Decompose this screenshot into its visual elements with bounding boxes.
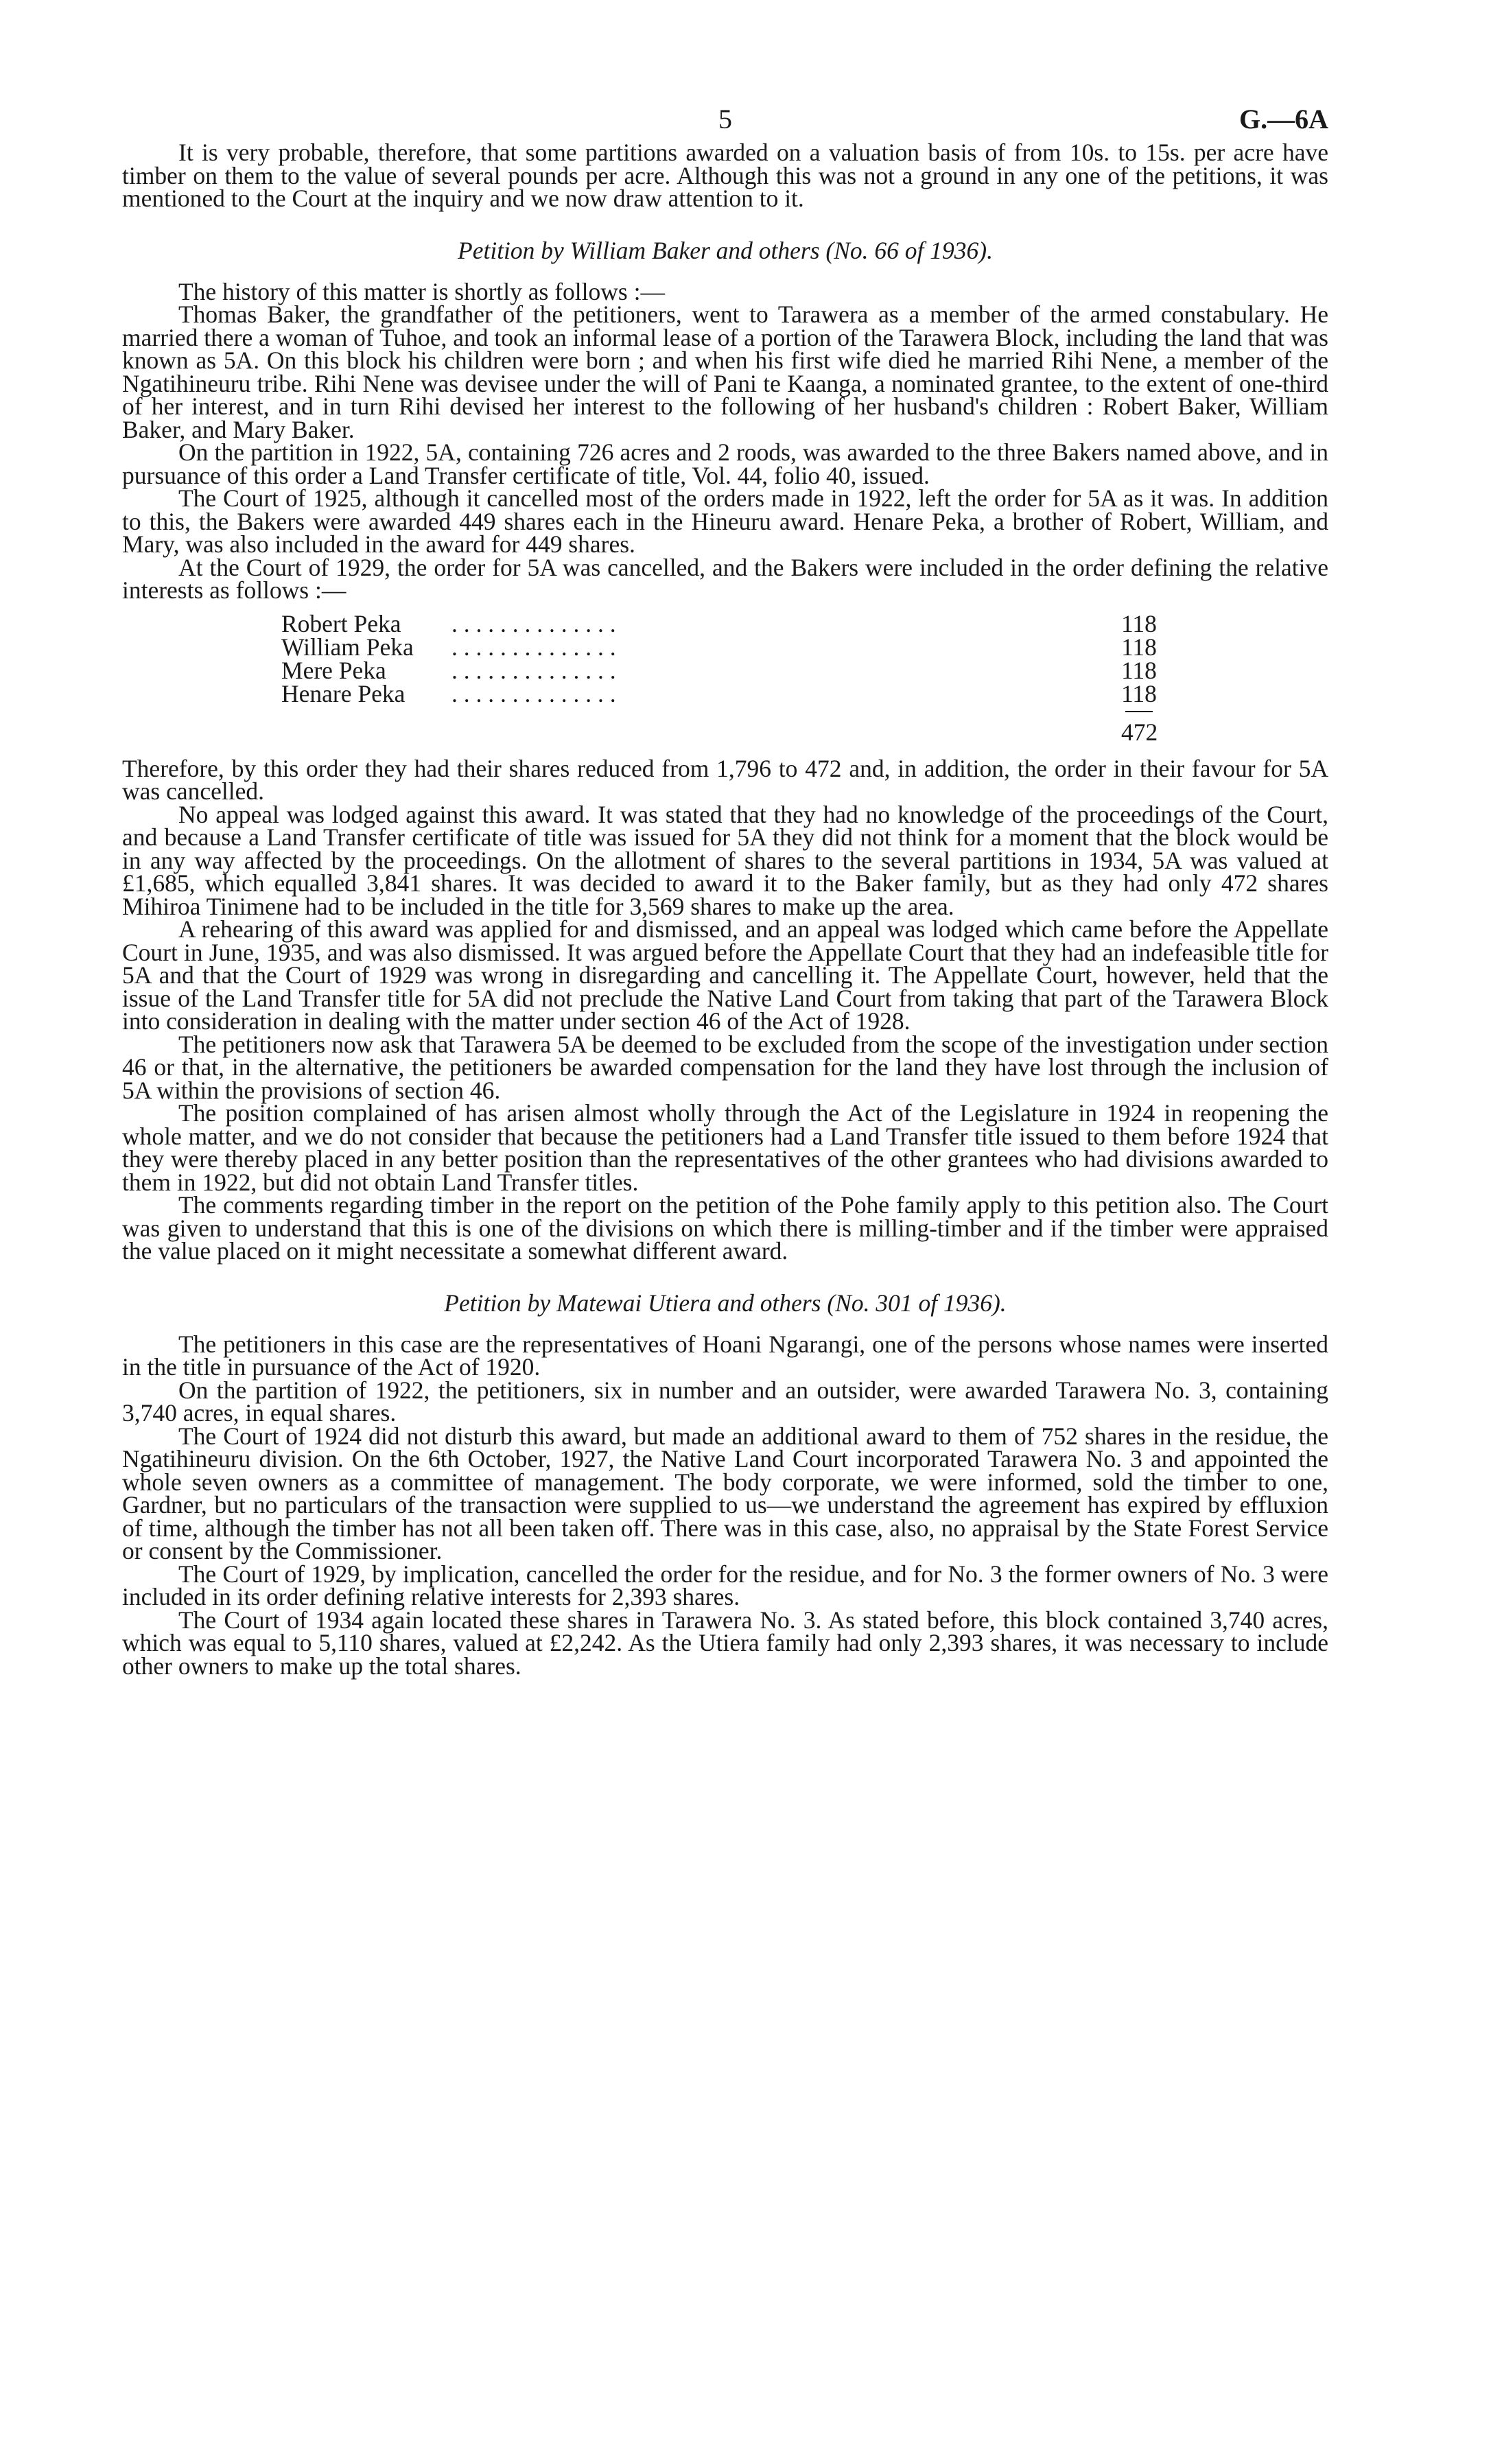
- paragraph: On the partition in 1922, 5A, containing 726 acres and 2 roods, was awarded to the three Bakers named above, and in pursuance of this order a Land Transfer certificate of title, Vol. 44, folio 40, issued.: [122, 438, 1328, 489]
- table-total-row: [122, 719, 1328, 745]
- owner-name: Henare Peka: [281, 679, 406, 707]
- dot-leader: . . . . . . . . . . . . . .: [451, 609, 616, 637]
- section-heading-baker: Petition by William Baker and others (No. 66 of 1936).: [458, 236, 993, 264]
- paragraph: A rehearing of this award was applied for and dismissed, and an appeal was lodged which came before the Appellate Court in June, 1935, and was also dismissed. It was argued before the Appellate Court that they had an indefeasible title for 5A and that the Court of 1929 was wrong in disregarding and cancelling it. The Appellate Court, however, held that the issue of the Land Transfer title for 5A did not preclude the Native Land Court from taking that part of the Tarawera Block into consideration in dealing with the matter under section 46 of the Act of 1928.: [122, 915, 1328, 1035]
- owner-name: Robert Peka: [281, 609, 401, 637]
- paragraph: Therefore, by this order they had their shares reduced from 1,796 to 472 and, in addition, the order in their favour for 5A was cancelled.: [122, 754, 1328, 805]
- table-row: [122, 656, 1328, 684]
- page-header: [122, 103, 1328, 141]
- paragraph: The Court of 1925, although it cancelled most of the orders made in 1922, left the order for 5A as it was. In addition to this, the Bakers were awarded 449 shares each in the Hineuru award. Henare Peka, a brother of Robert, William, and Mary, was also included in the award for 449 shares.: [122, 484, 1328, 558]
- paragraph: At the Court of 1929, the order for 5A was cancelled, and the Bakers were included in the order defining the relative interests as follows :—: [122, 553, 1328, 604]
- table-row: [122, 679, 1328, 707]
- dot-leader: . . . . . . . . . . . . . .: [451, 633, 616, 661]
- section-heading-utiera: Petition by Matewai Utiera and others (No. 301 of 1936).: [444, 1289, 1007, 1317]
- table-row: [122, 609, 1328, 637]
- paragraph: The petitioners in this case are the representatives of Hoani Ngarangi, one of the persons whose names were inserted in the title in pursuance of the Act of 1920.: [122, 1330, 1328, 1381]
- share-value: 118: [1121, 656, 1157, 684]
- paragraph: The Court of 1934 again located these shares in Tarawera No. 3. As stated before, this block contained 3,740 acres, which was equal to 5,110 shares, valued at £2,242. As the Utiera family had only 2,393 shares, it was necessary to include other owners to make up the total shares.: [122, 1606, 1328, 1680]
- dot-leader: . . . . . . . . . . . . . .: [451, 679, 616, 707]
- sum-rule: [122, 705, 1328, 719]
- intro-paragraph: It is very probable, therefore, that some partitions awarded on a valuation basis of from 10s. to 15s. per acre have timber on them to the value of several pounds per acre. Although this was not a ground in any one of the petitions, it was mentioned to the Court at the inquiry and we now draw attention to it.: [122, 139, 1328, 212]
- owner-name: William Peka: [281, 633, 414, 661]
- share-value: 118: [1121, 633, 1157, 661]
- paragraph: The history of this matter is shortly as follows :—: [178, 277, 665, 305]
- paragraph: The petitioners now ask that Tarawera 5A be deemed to be excluded from the scope of the investigation under section 46 or that, in the alternative, the petitioners be awarded compensation for the land they have lost through the inclusion of 5A within the provisions of section 46.: [122, 1030, 1328, 1104]
- owner-name: Mere Peka: [281, 656, 386, 684]
- dot-leader: . . . . . . . . . . . . . .: [451, 656, 616, 684]
- paragraph: No appeal was lodged against this award. It was stated that they had no knowledge of the proceedings of the Court, and because a Land Transfer certificate of title was issued for 5A they did not think for a moment that the block would be in any way affected by the proceedings. On the allotment of shares to the several partitions in 1934, 5A was valued at £1,685, which equalled 3,841 shares. It was decided to award it to the Baker family, but as they had only 472 shares Mihiroa Tinimene had to be included in the title for 3,569 shares to make up the area.: [122, 800, 1328, 920]
- sum-rule-line: [1125, 711, 1153, 712]
- paragraph: The Court of 1924 did not disturb this award, but made an additional award to them of 752 shares in the residue, the Ngatihineuru division. On the 6th October, 1927, the Native Land Court incorporated Tarawera No. 3 and appointed the whole seven owners as a committee of management. The body corporate, we were informed, sold the timber to one, Gardner, but no particulars of the transaction were supplied to us—we understand the agreement has expired by effluxion of time, although the timber has not all been taken off. There was in this case, also, no appraisal by the State Forest Service or consent by the Commissioner.: [122, 1422, 1328, 1564]
- share-value: 118: [1121, 609, 1157, 637]
- paragraph: The Court of 1929, by implication, cancelled the order for the residue, and for No. 3 the former owners of No. 3 were included in its order defining relative interests for 2,393 shares.: [122, 1560, 1328, 1610]
- share-value: 118: [1121, 679, 1157, 707]
- table-row: [122, 635, 1328, 659]
- paragraph: Thomas Baker, the grandfather of the petitioners, went to Tarawera as a member of the armed constabulary. He married there a woman of Tuhoe, and took an informal lease of a portion of the Tarawera Block, including the land that was known as 5A. On this block his children were born ; and when his first wife died he married Rihi Nene, a member of the Ngatihineuru tribe. Rihi Nene was devisee under the will of Pani te Kaanga, a nominated grantee, to the extent of one-third of her interest, and in turn Rihi devised her interest to the following of her husband's children : Robert Baker, William Baker, and Mary Baker.: [122, 301, 1328, 443]
- paragraph: The comments regarding timber in the report on the petition of the Pohe family apply to this petition also. The Court was given to understand that this is one of the divisions on which there is milling-timber and if the timber were appraised the value placed on it might necessitate a somewhat different award.: [122, 1191, 1328, 1265]
- page-number: 5: [718, 104, 732, 134]
- paragraph: On the partition of 1922, the petitioners, six in number and an outsider, were awarded Tarawera No. 3, containing 3,740 acres, in equal shares.: [122, 1376, 1328, 1427]
- document-reference: G.—6A: [1239, 104, 1328, 134]
- paragraph: The position complained of has arisen almost wholly through the Act of the Legislature in 1924 in reopening the whole matter, and we do not consider that because the petitioners had a Land Transfer title issued to them before 1924 that they were thereby placed in any better position than the representatives of the other grantees who had divisions awarded to them in 1922, but did not obtain Land Transfer titles.: [122, 1099, 1328, 1196]
- table-total: 472: [1121, 718, 1158, 746]
- shares-table: [122, 609, 1328, 746]
- document-page: [122, 103, 1328, 1678]
